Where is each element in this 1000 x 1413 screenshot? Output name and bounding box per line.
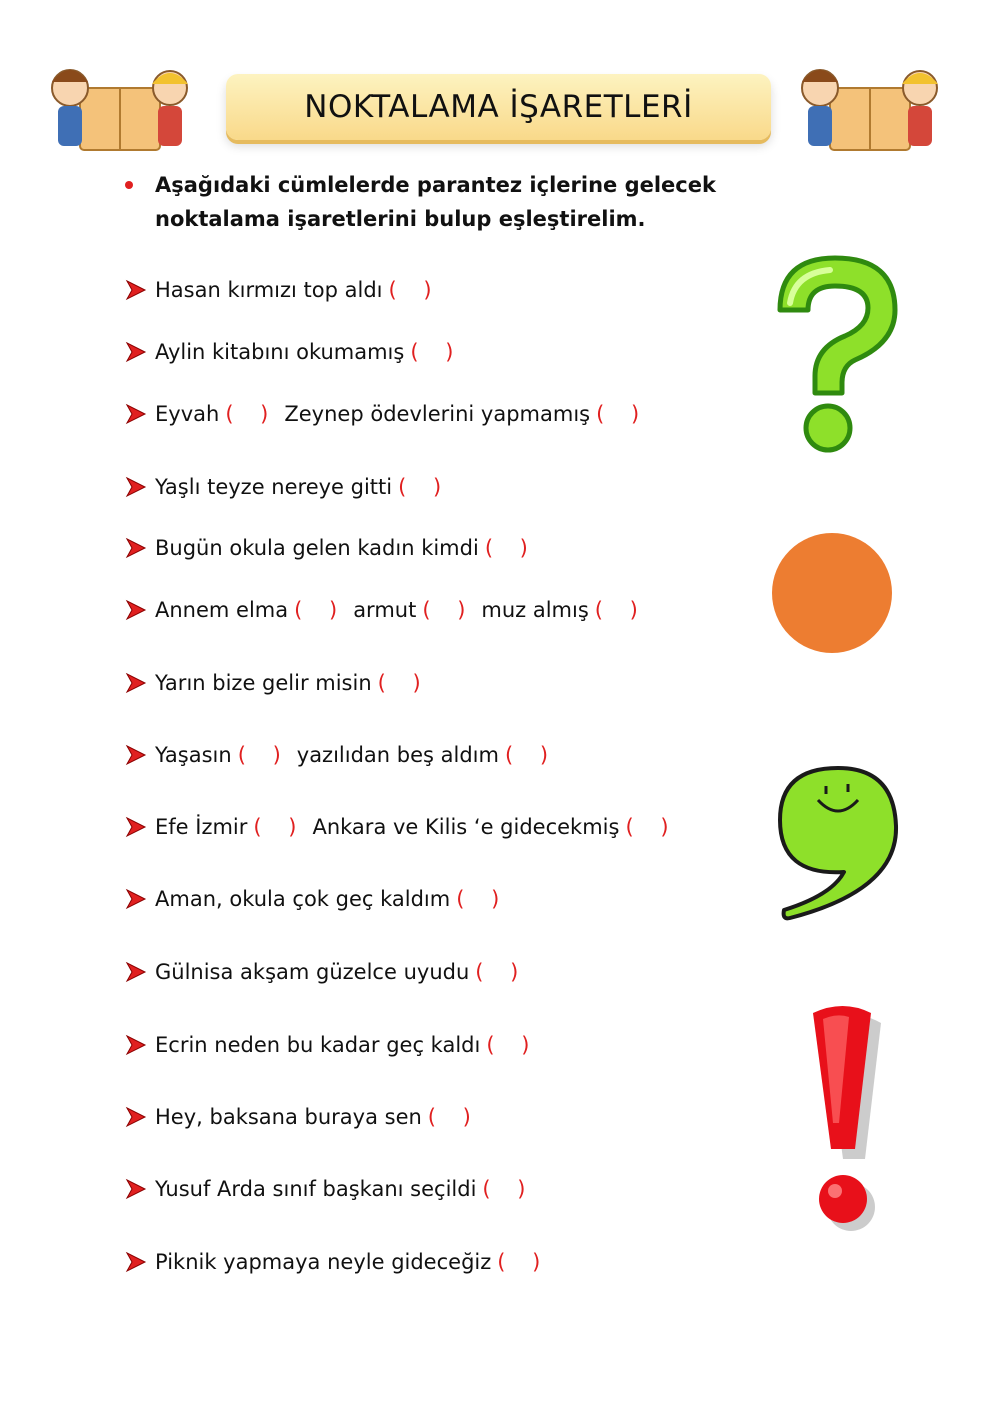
sentence-text: Yarın bize gelir misin	[155, 671, 372, 695]
answer-parentheses[interactable]: ( )	[410, 340, 464, 364]
kids-reading-book-image	[40, 58, 200, 158]
sentence-text: Gülnisa akşam güzelce uyudu	[155, 960, 470, 984]
sentence-text: Aman, okula çok geç kaldım	[155, 887, 451, 911]
sentence-text: Eyvah	[155, 402, 220, 426]
answer-parentheses[interactable]: ( )	[486, 1033, 540, 1057]
sentence-item	[125, 811, 685, 843]
answer-parentheses[interactable]: ( )	[237, 743, 291, 767]
sentence-item	[125, 1029, 545, 1061]
sentence-text: Yusuf Arda sınıf başkanı seçildi	[155, 1177, 477, 1201]
page-title: NOKTALAMA İŞARETLERİ	[226, 74, 771, 140]
sentence-text: Hasan kırmızı top aldı	[155, 278, 383, 302]
answer-parentheses[interactable]: ( )	[388, 278, 442, 302]
answer-parentheses[interactable]: ( )	[594, 598, 648, 622]
arrow-bullet-icon	[125, 1106, 147, 1128]
sentence-text: Aylin kitabını okumamış	[155, 340, 405, 364]
sentence-item	[125, 1173, 541, 1205]
question-mark-icon[interactable]	[760, 248, 910, 460]
arrow-bullet-icon	[125, 476, 147, 498]
sentence-text: Yaşlı teyze nereye gitti	[155, 475, 393, 499]
sentence-item	[125, 336, 469, 368]
sentence-text: Bugün okula gelen kadın kimdi	[155, 536, 479, 560]
sentence-item	[125, 1246, 556, 1278]
sentence-item	[125, 956, 534, 988]
answer-parentheses[interactable]: ( )	[475, 960, 529, 984]
arrow-bullet-icon	[125, 1034, 147, 1056]
instruction-text: Aşağıdaki cümlelerde parantez içlerine gelecek noktalama işaretlerini bulup eşleştirelim.	[155, 173, 716, 231]
answer-parentheses[interactable]: ( )	[596, 402, 650, 426]
sentence-text: Piknik yapmaya neyle gideceğiz	[155, 1250, 492, 1274]
answer-parentheses[interactable]: ( )	[625, 815, 679, 839]
answer-parentheses[interactable]: ( )	[484, 536, 538, 560]
answer-parentheses[interactable]: ( )	[253, 815, 307, 839]
arrow-bullet-icon	[125, 744, 147, 766]
sentence-text: Ecrin neden bu kadar geç kaldı	[155, 1033, 481, 1057]
sentence-item	[125, 532, 544, 564]
arrow-bullet-icon	[125, 888, 147, 910]
answer-parentheses[interactable]: ( )	[427, 1105, 481, 1129]
answer-parentheses[interactable]: ( )	[398, 475, 452, 499]
comma-icon[interactable]	[772, 760, 902, 925]
sentence-text: Hey, baksana buraya sen	[155, 1105, 422, 1129]
sentence-text: Ankara ve Kilis ‘e gidecekmiş	[312, 815, 620, 839]
sentence-item	[125, 594, 654, 626]
sentence-text: Efe İzmir	[155, 815, 248, 839]
bullet-icon	[125, 181, 133, 189]
sentence-item	[125, 667, 437, 699]
sentence-item	[125, 471, 457, 503]
sentence-text: Yaşasın	[155, 743, 232, 767]
arrow-bullet-icon	[125, 672, 147, 694]
answer-parentheses[interactable]: ( )	[377, 671, 431, 695]
answer-parentheses[interactable]: ( )	[456, 887, 510, 911]
arrow-bullet-icon	[125, 341, 147, 363]
sentence-item	[125, 739, 564, 771]
answer-parentheses[interactable]: ( )	[482, 1177, 536, 1201]
sentence-item	[125, 1101, 487, 1133]
sentence-text: muz almış	[481, 598, 589, 622]
sentence-item	[125, 883, 515, 915]
exclamation-mark-icon[interactable]	[795, 1003, 890, 1235]
arrow-bullet-icon	[125, 599, 147, 621]
sentence-item	[125, 398, 655, 430]
sentence-text: Annem elma	[155, 598, 289, 622]
arrow-bullet-icon	[125, 816, 147, 838]
instruction	[125, 168, 805, 236]
sentence-text: Zeynep ödevlerini yapmamış	[284, 402, 591, 426]
arrow-bullet-icon	[125, 1251, 147, 1273]
arrow-bullet-icon	[125, 961, 147, 983]
arrow-bullet-icon	[125, 279, 147, 301]
sentence-text: armut	[353, 598, 417, 622]
period-dot-icon[interactable]	[770, 531, 894, 655]
arrow-bullet-icon	[125, 403, 147, 425]
sentence-item	[125, 274, 448, 306]
answer-parentheses[interactable]: ( )	[504, 743, 559, 767]
kids-reading-book-image	[790, 58, 950, 158]
answer-parentheses[interactable]: ( )	[497, 1250, 551, 1274]
arrow-bullet-icon	[125, 537, 147, 559]
answer-parentheses[interactable]: ( )	[225, 402, 279, 426]
answer-parentheses[interactable]: ( )	[422, 598, 476, 622]
answer-parentheses[interactable]: ( )	[294, 598, 348, 622]
arrow-bullet-icon	[125, 1178, 147, 1200]
sentence-text: yazılıdan beş aldım	[296, 743, 499, 767]
